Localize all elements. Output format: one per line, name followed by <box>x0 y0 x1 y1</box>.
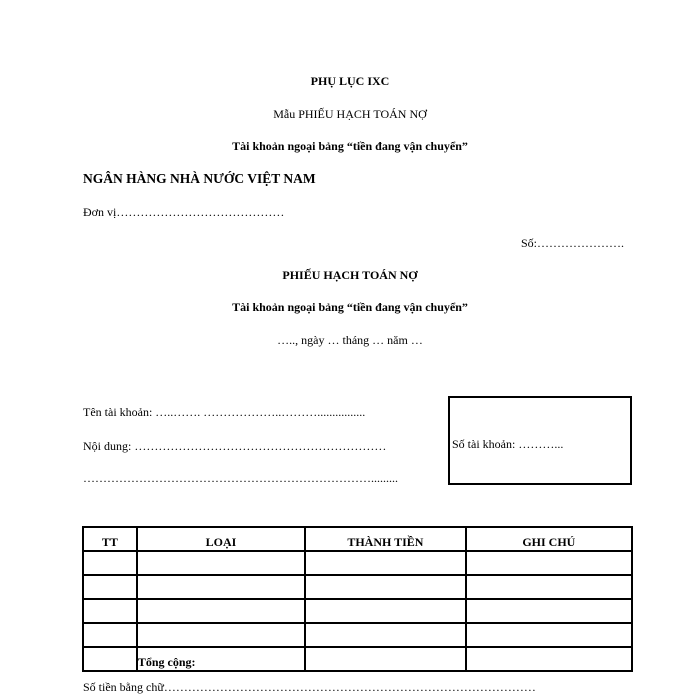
col-header-amount: THÀNH TIỀN <box>305 527 465 551</box>
account-number-box <box>448 396 632 485</box>
table-cell <box>305 575 465 599</box>
total-amount-cell <box>305 647 465 671</box>
content-continuation-line: ………………………………………………………………......... <box>83 471 398 485</box>
table-cell <box>83 647 137 671</box>
total-row <box>83 647 632 671</box>
form-name: PHIẾU HẠCH TOÁN NỢ <box>298 107 427 121</box>
table-row <box>83 623 632 647</box>
voucher-title: PHIẾU HẠCH TOÁN NỢ <box>282 268 418 282</box>
table-cell <box>305 623 465 647</box>
table-cell <box>466 623 632 647</box>
date-line: ….., ngày … tháng … năm … <box>277 333 423 347</box>
bank-name: NGÂN HÀNG NHÀ NƯỚC VIỆT NAM <box>83 171 316 186</box>
form-prefix: Mẫu <box>273 107 299 121</box>
col-header-tt: TT <box>83 527 137 551</box>
content-field: Nội dung: ……………………………………………………… <box>83 439 387 453</box>
table-cell <box>137 623 305 647</box>
table-cell <box>83 599 137 623</box>
account-number-field: Số tài khoản: ………... <box>452 437 564 451</box>
total-label: Tổng cộng: <box>137 647 305 671</box>
voucher-number-field: Số:…………………. <box>521 236 625 250</box>
table-header-row <box>83 527 632 551</box>
table-cell <box>305 599 465 623</box>
header-account-line: Tài khoản ngoại bảng “tiền đang vận chuyển” <box>232 139 468 153</box>
table-cell <box>466 599 632 623</box>
table-cell <box>83 623 137 647</box>
table-cell <box>466 575 632 599</box>
ledger-table <box>82 526 633 672</box>
table-cell <box>83 551 137 575</box>
table-cell <box>466 647 632 671</box>
voucher-account-line: Tài khoản ngoại bảng “tiền đang vận chuyển” <box>232 300 468 314</box>
table-cell <box>137 599 305 623</box>
table-cell <box>83 575 137 599</box>
table-cell <box>466 551 632 575</box>
table-row <box>83 551 632 575</box>
table-cell <box>305 551 465 575</box>
unit-field: Đơn vị…………………………………… <box>83 205 285 219</box>
annex-title: PHỤ LỤC IXC <box>310 74 390 88</box>
col-header-note: GHI CHÚ <box>466 527 632 551</box>
table-row <box>83 575 632 599</box>
col-header-type: LOẠI <box>137 527 305 551</box>
table-row <box>83 599 632 623</box>
account-name-field: Tên tài khoản: …..……. ………………..………................ <box>83 405 366 419</box>
amount-in-words-field: Số tiền bằng chữ………………………………………………………………………………… <box>83 680 536 694</box>
form-subtitle <box>0 107 700 122</box>
table-cell <box>137 551 305 575</box>
table-cell <box>137 575 305 599</box>
